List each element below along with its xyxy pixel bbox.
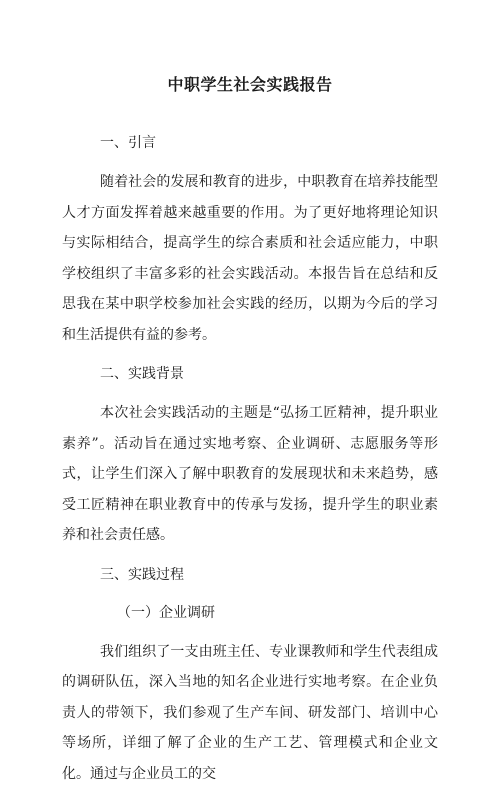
subsection-heading-enterprise-research: （一）企业调研 [117,599,438,627]
section-heading-background: 二、实践背景 [100,360,438,388]
section-paragraph-background: 本次社会实践活动的主题是“弘扬工匠精神，提升职业素养”。活动旨在通过实地考察、企业调研、志愿服务等形式，让学生们深入了解中职教育的发展现状和未来趋势，感受工匠精神在职业教育中的传承与发扬，提升学生的职业素养和社会责任感。 [62,398,438,551]
document-title: 中职学生社会实践报告 [100,72,438,95]
section-heading-process: 三、实践过程 [100,561,438,589]
section-heading-introduction: 一、引言 [100,129,438,157]
section-paragraph-enterprise-research: 我们组织了一支由班主任、专业课教师和学生代表组成的调研队伍，深入当地的知名企业进行实地考察。在企业负责人的带领下，我们参观了生产车间、研发部门、培训中心等场所，详细了解了企业的生产工艺、管理模式和企业文化。通过与企业员工的交 [62,637,438,789]
document-body [62,129,438,789]
section-paragraph-introduction: 随着社会的发展和教育的进步，中职教育在培养技能型人才方面发挥着越来越重要的作用。为了更好地将理论知识与实际相结合，提高学生的综合素质和社会适应能力，中职学校组织了丰富多彩的社会实践活动。本报告旨在总结和反思我在某中职学校参加社会实践的经历，以期为今后的学习和生活提供有益的参考。 [62,167,438,350]
